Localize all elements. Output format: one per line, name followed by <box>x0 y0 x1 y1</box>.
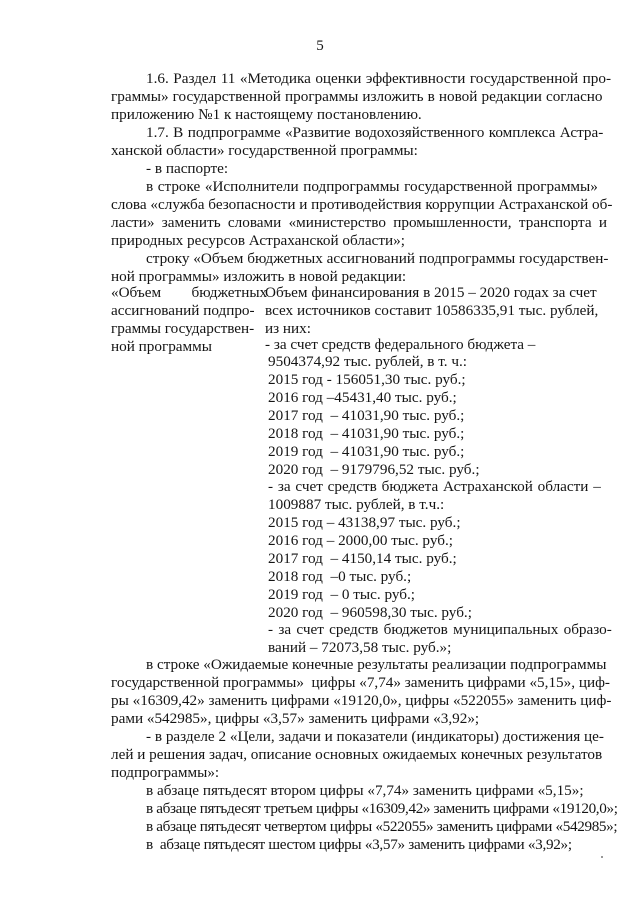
table-left-cell-line-2: ассигнований подпро- <box>111 302 255 319</box>
paragraph-52-change: в абзаце пятьдесят втором цифры «7,74» заменить цифрами «5,15»; <box>146 782 584 799</box>
scan-speck <box>601 856 603 858</box>
volume-row-intro-2: ной программы» изложить в новой редакции: <box>111 268 407 285</box>
table-right-line-21: ваний – 72073,58 тыс. руб.»; <box>268 639 452 656</box>
paragraph-54-change: в абзаце пятьдесят четвертом цифры «522055» заменить цифрами «542985»; <box>146 818 618 835</box>
para-1-6-line-3: приложению №1 к настоящему постановлению. <box>111 106 422 123</box>
table-left-cell-line-4: ной программы <box>111 338 212 355</box>
table-right-line-5: 9504374,92 тыс. рублей, в т. ч.: <box>268 353 468 370</box>
expected-results-line-1: в строке «Ожидаемые конечные результаты реализации подпрограммы <box>146 656 607 673</box>
table-right-line-4: - за счет средств федерального бюджета – <box>265 336 536 353</box>
section-2-line-3: подпрограммы»: <box>111 764 220 781</box>
table-right-line-8: 2017 год – 41031,90 тыс. руб.; <box>268 407 465 424</box>
executors-line-2: слова «служба безопасности и противодействия коррупции Астраханской об- <box>111 196 613 213</box>
section-2-line-1: - в разделе 2 «Цели, задачи и показатели (индикаторы) достижения це- <box>146 728 604 745</box>
expected-results-line-3: ры «16309,42» заменить цифрами «19120,0», цифры «522055» заменить циф- <box>111 692 612 709</box>
passport-heading: - в паспорте: <box>146 160 229 177</box>
table-right-line-14: 2015 год – 43138,97 тыс. руб.; <box>268 514 461 531</box>
para-1-7-line-1: 1.7. В подпрограмме «Развитие водохозяйственного комплекса Астра- <box>146 124 604 141</box>
table-right-line-16: 2017 год – 4150,14 тыс. руб.; <box>268 550 457 567</box>
executors-line-3: ласти» заменить словами «министерство промышленности, транспорта и <box>111 214 608 231</box>
table-right-line-17: 2018 год –0 тыс. руб.; <box>268 568 412 585</box>
table-right-line-2: всех источников составит 10586335,91 тыс. рублей, <box>265 302 599 319</box>
table-right-line-6: 2015 год - 156051,30 тыс. руб.; <box>268 371 466 388</box>
table-left-cell-line-3: граммы государствен- <box>111 320 255 337</box>
paragraph-56-change: в абзаце пятьдесят шестом цифры «3,57» заменить цифрами «3,92»; <box>146 836 572 853</box>
table-right-line-3: из них: <box>265 320 311 337</box>
table-right-line-10: 2019 год – 41031,90 тыс. руб.; <box>268 443 465 460</box>
para-1-6-line-1: 1.6. Раздел 11 «Методика оценки эффективности государственной про- <box>146 70 612 87</box>
expected-results-line-2: государственной программы» цифры «7,74» заменить цифрами «5,15», циф- <box>111 674 610 691</box>
table-right-line-7: 2016 год –45431,40 тыс. руб.; <box>268 389 457 406</box>
volume-row-intro-1: строку «Объем бюджетных ассигнований подпрограммы государствен- <box>146 250 609 267</box>
section-2-line-2: лей и решения задач, описание основных ожидаемых конечных результатов <box>111 746 603 763</box>
para-1-6-line-2: граммы» государственной программы изложить в новой редакции согласно <box>111 88 603 105</box>
table-right-line-19: 2020 год – 960598,30 тыс. руб.; <box>268 604 472 621</box>
table-right-line-15: 2016 год – 2000,00 тыс. руб.; <box>268 532 453 549</box>
table-right-line-1: Объем финансирования в 2015 – 2020 годах за счет <box>265 284 597 301</box>
table-right-line-11: 2020 год – 9179796,52 тыс. руб.; <box>268 461 480 478</box>
para-1-7-line-2: ханской области» государственной программы: <box>111 142 418 159</box>
table-left-cell-line-1: «Объем бюджетных <box>111 284 268 301</box>
paragraph-53-change: в абзаце пятьдесят третьем цифры «16309,42» заменить цифрами «19120,0»; <box>146 800 618 817</box>
executors-line-1: в строке «Исполнители подпрограммы государственной программы» <box>146 178 598 195</box>
expected-results-line-4: рами «542985», цифры «3,57» заменить цифрами «3,92»; <box>111 710 480 727</box>
table-right-line-12: - за счет средств бюджета Астраханской области – <box>268 478 601 495</box>
table-right-line-9: 2018 год – 41031,90 тыс. руб.; <box>268 425 465 442</box>
executors-line-4: природных ресурсов Астраханской области»; <box>111 232 405 249</box>
table-right-line-13: 1009887 тыс. рублей, в т.ч.: <box>268 496 445 513</box>
table-right-line-20: - за счет средств бюджетов муниципальных образо- <box>268 621 612 638</box>
page-number: 5 <box>316 38 324 54</box>
table-right-line-18: 2019 год – 0 тыс. руб.; <box>268 586 415 603</box>
